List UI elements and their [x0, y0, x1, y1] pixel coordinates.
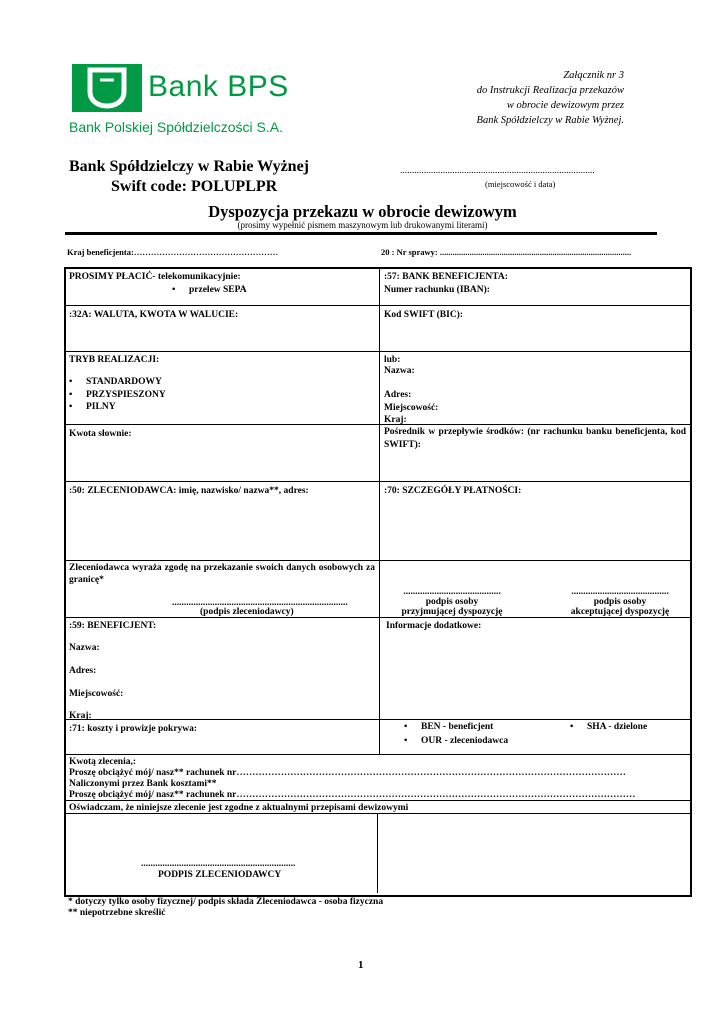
costs-label: :71: koszty i prowizje pokrywa:	[69, 724, 198, 734]
additional-info-field[interactable]: Informacje dodatkowe:	[386, 621, 482, 631]
beneficiary-country-field[interactable]: Kraj beneficjenta:……………………………………………	[67, 247, 279, 257]
cost-ben-option[interactable]	[404, 721, 493, 733]
sepa-option[interactable]	[172, 284, 247, 296]
annex-line: Bank Spółdzielczy w Rabie Wyżnej.	[476, 115, 624, 126]
row-rule	[66, 719, 690, 720]
bullet-icon	[570, 722, 587, 732]
annex-line: do Instrukcji Realizacja przekazów	[476, 85, 624, 96]
beneficiary-name-field[interactable]: Nazwa:	[69, 643, 100, 653]
cost-ben-label: BEN - beneficjent	[421, 722, 494, 732]
row-rule	[66, 481, 690, 482]
row-rule	[66, 754, 690, 755]
charge-costs-account-field[interactable]: Proszę obciążyć mój/ nasz** rachunek nr………………………………………………………………………………………………………………	[69, 790, 636, 800]
page-subtitle: (prosimy wypełnić pismem maszynowym lub drukowanymi literami)	[237, 220, 488, 230]
bank-name: Bank Spółdzielczy w Rabie Wyżnej	[69, 158, 310, 175]
accepting-signature-person: podpis osoby	[593, 597, 647, 607]
swift-bic-field[interactable]: Kod SWIFT (BIC):	[384, 310, 464, 320]
intermediary-field[interactable]: Pośrednik w przepływie środków: (nr rachunku banku beneficjenta, kod SWIFT):	[384, 427, 686, 450]
execution-mode-label: TRYB REALIZACJI:	[69, 355, 160, 365]
bank-city-field[interactable]: Miejscowość:	[384, 403, 439, 413]
beneficiary-address-field[interactable]: Adres:	[69, 666, 97, 676]
consent-text: Zleceniodawca wyraża zgodę na przekazanie swoich danych osobowych za granicę*	[69, 563, 375, 585]
execution-mode-options	[69, 376, 166, 414]
or-label: lub:	[384, 355, 401, 365]
place-date-label: (miejscowość i data)	[485, 179, 556, 189]
accepting-signature-label: akceptującej dyspozycję	[570, 607, 670, 617]
mode-label: PRZYSPIESZONY	[86, 389, 166, 400]
payment-details-field[interactable]: :70: SZCZEGÓŁY PŁATNOŚCI:	[384, 486, 522, 496]
mode-label: STANDARDOWY	[86, 377, 162, 387]
bullet-icon	[404, 736, 421, 746]
bank-name-field[interactable]: Nazwa:	[384, 366, 415, 376]
receiving-signature-person: podpis osoby	[425, 597, 479, 607]
cost-our-option[interactable]	[404, 735, 508, 747]
charge-account-field[interactable]: Proszę obciążyć mój/ nasz** rachunek nr……………………………………………………………………………………………………………	[69, 768, 626, 778]
column-divider	[379, 269, 380, 717]
mode-urgent[interactable]	[69, 401, 166, 414]
charges-section	[69, 757, 635, 801]
bullet-icon	[69, 390, 86, 400]
mode-label: PILNY	[86, 402, 116, 412]
page-number: 1	[358, 959, 364, 971]
place-date-field[interactable]: ..................................................................................	[400, 166, 595, 176]
bank-logo-mark	[72, 64, 142, 112]
mode-standard[interactable]	[69, 376, 166, 389]
charged-costs-label: Naliczonymi przez Bank kosztami**	[69, 779, 217, 789]
ordering-signature-label: (podpis zleceniodawcy)	[200, 607, 294, 617]
row-rule	[66, 560, 690, 561]
beneficiary-label: :59: BENEFICJENT:	[69, 621, 157, 631]
mode-express[interactable]	[69, 389, 166, 402]
bullet-icon	[172, 285, 189, 295]
bullet-icon	[69, 377, 86, 387]
cost-sha-label: SHA - dzielone	[587, 722, 648, 732]
currency-amount-field[interactable]: :32A: WALUTA, KWOTA W WALUCIE:	[69, 310, 239, 320]
accepting-signature-line[interactable]: .........................................	[571, 587, 669, 597]
annex-line: Załącznik nr 3	[563, 70, 624, 81]
swift-code: Swift code: POLUPLPR	[111, 178, 278, 195]
bank-logo-subtitle: Bank Polskiej Spółdzielczości S.A.	[69, 119, 283, 135]
column-divider	[377, 814, 378, 893]
declaration-text: Oświadczam, że niniejsze zlecenie jest zgodne z aktualnymi przepisami dewizowymi	[69, 803, 409, 813]
footnote-1: * dotyczy tylko osoby fizycznej/ podpis składa Zleceniodawca - osoba fizyczna	[68, 897, 384, 907]
cost-sha-option[interactable]	[570, 721, 647, 733]
annex-line: w obrocie dewizowym przez	[506, 100, 624, 111]
bullet-icon	[404, 722, 421, 732]
final-signature-line[interactable]: .................................................................	[141, 859, 296, 869]
pay-label: PROSIMY PŁACIĆ- telekomunikacyjnie:	[69, 272, 241, 282]
iban-field[interactable]: Numer rachunku (IBAN):	[384, 285, 490, 295]
column-divider	[379, 716, 380, 754]
annex-note	[374, 68, 624, 128]
beneficiary-city-field[interactable]: Miejscowość:	[69, 689, 124, 699]
amount-words-field[interactable]: Kwota słownie:	[69, 429, 132, 439]
bank-beneficiary-label: :57: BANK BENEFICJENTA:	[384, 272, 508, 282]
beneficiary-country-field[interactable]: Kraj:	[69, 711, 92, 721]
ordering-signature-line[interactable]: ..........................................................................	[172, 598, 348, 608]
row-rule	[66, 305, 690, 306]
bullet-icon	[69, 402, 86, 412]
row-rule	[66, 424, 690, 425]
ordering-party-field[interactable]: :50: ZLECENIODAWCA: imię, nazwisko/ nazwa**, adres:	[69, 486, 309, 496]
cost-our-label: OUR - zleceniodawca	[421, 736, 509, 746]
footnote-2: ** niepotrzebne skreślić	[68, 908, 166, 918]
final-signature-label: PODPIS ZLECENIODAWCY	[158, 870, 282, 880]
row-rule	[66, 351, 690, 352]
sepa-option-label: przelew SEPA	[189, 285, 247, 295]
bank-logo-name: Bank BPS	[148, 70, 289, 103]
bank-country-field[interactable]: Kraj:	[384, 415, 407, 425]
order-amount-label: Kwotą zlecenia,:	[69, 757, 137, 767]
receiving-signature-label: przyjmującej dyspozycję	[401, 607, 503, 617]
case-number-field[interactable]: 20 : Nr sprawy: ..........................................................................................	[381, 247, 632, 257]
bank-address-field[interactable]: Adres:	[384, 390, 412, 400]
page-title: Dyspozycja przekazu w obrocie dewizowym	[208, 202, 517, 221]
title-rule	[65, 232, 657, 235]
receiving-signature-line[interactable]: .........................................	[403, 587, 501, 597]
logo-book-icon	[72, 64, 142, 112]
